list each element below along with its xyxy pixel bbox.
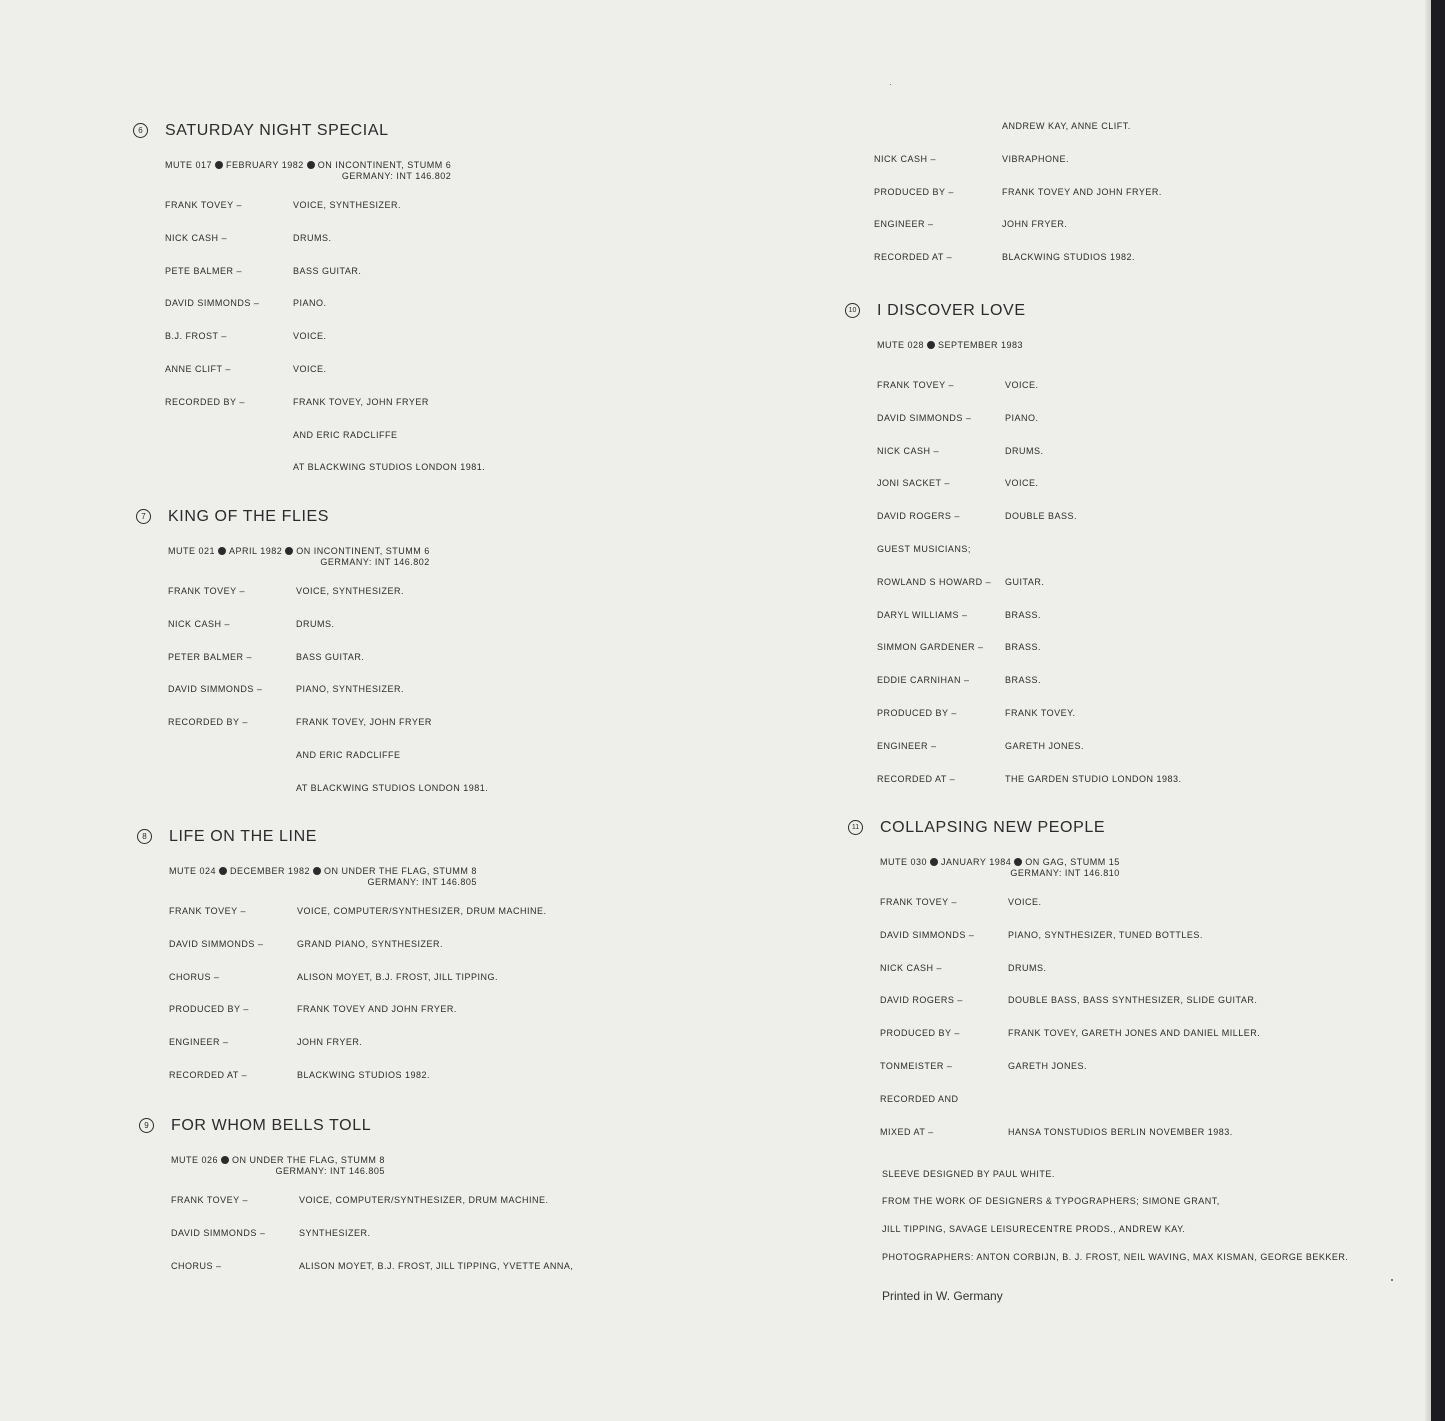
credit-role: ROWLAND S HOWARD –	[877, 576, 992, 587]
sleeve-credit-line: PHOTOGRAPHERS: ANTON CORBIJN, B. J. FROST, NEIL WAVING, MAX KISMAN, GEORGE BEKKER.	[882, 1252, 1349, 1262]
track-title: COLLAPSING NEW PEOPLE	[880, 819, 1106, 836]
credit-value: GRAND PIANO, SYNTHESIZER.	[297, 938, 444, 949]
credit-role: ENGINEER –	[877, 740, 937, 751]
catalog-item: ON GAG, STUMM 15	[1025, 857, 1120, 867]
credit-role: RECORDED BY –	[165, 396, 245, 407]
credit-value: ALISON MOYET, B.J. FROST, JILL TIPPING, YVETTE ANNA,	[299, 1260, 574, 1271]
credit-value: VOICE.	[1005, 380, 1039, 390]
page-edge	[1431, 0, 1445, 1421]
credit-value: BRASS.	[1005, 675, 1042, 686]
catalog-item: ON INCONTINENT, STUMM 6	[317, 160, 452, 170]
credit-role: ANNE CLIFT –	[165, 364, 231, 374]
credit-role: RECORDED BY –	[168, 717, 248, 728]
credit-value: AT BLACKWING STUDIOS LONDON 1981.	[296, 782, 489, 793]
credit-role: B.J. FROST –	[165, 331, 227, 342]
track-number-badge: 6	[133, 123, 148, 138]
credit-role: DAVID SIMMONDS –	[169, 938, 264, 949]
bullet-dot	[219, 867, 227, 875]
credit-value: VOICE, COMPUTER/SYNTHESIZER, DRUM MACHINE.	[297, 906, 547, 916]
printed-in-note: Printed in W. Germany	[882, 1289, 1003, 1303]
credit-value: GARETH JONES.	[1005, 740, 1085, 751]
credit-value: BRASS.	[1005, 609, 1042, 620]
credit-value: FRANK TOVEY.	[1005, 708, 1076, 718]
credit-role: SIMMON GARDENER –	[877, 642, 984, 653]
bullet-dot	[930, 858, 938, 866]
credit-role: RECORDED AT –	[877, 773, 956, 784]
credit-role: FRANK TOVEY –	[171, 1195, 249, 1205]
catalog-info	[880, 857, 1120, 879]
credit-role: FRANK TOVEY –	[165, 200, 243, 210]
track-title: FOR WHOM BELLS TOLL	[171, 1117, 372, 1134]
credit-role: PRODUCED BY –	[877, 708, 957, 718]
credit-role: DAVID ROGERS –	[877, 511, 960, 522]
track-number-badge: 11	[848, 820, 863, 835]
credit-value: BASS GUITAR.	[296, 651, 365, 662]
catalog-item: MUTE 028	[877, 340, 925, 350]
credit-value: DRUMS.	[296, 618, 335, 629]
credit-role: JONI SACKET –	[877, 478, 950, 489]
track-number-badge: 9	[139, 1118, 154, 1133]
bullet-dot	[307, 161, 315, 169]
credit-value: AT BLACKWING STUDIOS LONDON 1981.	[293, 462, 486, 473]
germany-catalog: GERMANY: INT 146.802	[320, 557, 430, 567]
credit-value: PIANO.	[293, 298, 327, 309]
track-title: I DISCOVER LOVE	[877, 302, 1026, 319]
bullet-dot	[313, 867, 321, 875]
credit-value: GUITAR.	[1005, 576, 1045, 587]
germany-catalog: GERMANY: INT 146.802	[341, 171, 452, 181]
credit-role: ENGINEER –	[874, 219, 934, 230]
credit-role: FRANK TOVEY –	[877, 380, 955, 390]
track-title: LIFE ON THE LINE	[169, 828, 318, 845]
credit-value: FRANK TOVEY AND JOHN FRYER.	[297, 1004, 457, 1015]
bullet-dot	[1014, 858, 1022, 866]
credit-value: AND ERIC RADCLIFFE	[293, 429, 398, 440]
credit-role: DAVID SIMMONDS –	[168, 684, 263, 695]
credit-value: VOICE, COMPUTER/SYNTHESIZER, DRUM MACHINE.	[299, 1195, 549, 1205]
credit-role: DAVID SIMMONDS –	[877, 412, 972, 423]
germany-catalog: GERMANY: INT 146.805	[275, 1166, 385, 1176]
credit-role: FRANK TOVEY –	[169, 906, 247, 916]
catalog-item: MUTE 024	[169, 866, 217, 876]
credit-value: FRANK TOVEY, GARETH JONES AND DANIEL MILLER.	[1008, 1028, 1261, 1039]
credit-value: VIBRAPHONE.	[1002, 153, 1070, 164]
credit-value: JOHN FRYER.	[297, 1037, 363, 1048]
credit-value: ALISON MOYET, B.J. FROST, JILL TIPPING.	[297, 971, 499, 982]
credit-value: DRUMS.	[1005, 445, 1044, 456]
credit-role: DAVID SIMMONDS –	[165, 298, 260, 309]
credit-role: TONMEISTER –	[880, 1061, 953, 1071]
catalog-item: ON INCONTINENT, STUMM 6	[296, 546, 430, 556]
catalog-item: JANUARY 1984	[941, 857, 1012, 867]
credit-role: GUEST MUSICIANS;	[877, 544, 971, 554]
credit-value: PIANO, SYNTHESIZER, TUNED BOTTLES.	[1008, 929, 1203, 940]
bullet-dot	[285, 547, 293, 555]
credit-role: PRODUCED BY –	[169, 1004, 249, 1015]
germany-catalog: GERMANY: INT 146.805	[367, 877, 477, 887]
catalog-item: ON UNDER THE FLAG, STUMM 8	[232, 1155, 385, 1165]
credit-value: FRANK TOVEY, JOHN FRYER	[293, 396, 429, 407]
credit-role: NICK CASH –	[165, 232, 228, 243]
catalog-info	[168, 546, 430, 568]
credit-role: DAVID SIMMONDS –	[171, 1227, 266, 1238]
catalog-item: FEBRUARY 1982	[226, 160, 304, 170]
credit-value: BASS GUITAR.	[293, 265, 362, 276]
track-number-badge: 8	[137, 829, 152, 844]
sleeve-credit-line: FROM THE WORK OF DESIGNERS & TYPOGRAPHERS; SIMONE GRANT,	[882, 1196, 1220, 1206]
credit-value: THE GARDEN STUDIO LONDON 1983.	[1005, 773, 1182, 784]
credit-role: RECORDED AT –	[874, 252, 953, 263]
catalog-info	[877, 340, 1023, 351]
track-title: SATURDAY NIGHT SPECIAL	[165, 122, 389, 139]
credit-role: RECORDED AT –	[169, 1070, 248, 1080]
track-number-badge: 10	[845, 303, 860, 318]
credit-role: PETER BALMER –	[168, 651, 253, 662]
bullet-dot	[215, 161, 223, 169]
credit-role: DAVID SIMMONDS –	[880, 929, 975, 940]
credit-value: FRANK TOVEY, JOHN FRYER	[296, 717, 432, 728]
credit-role: EDDIE CARNIHAN –	[877, 675, 970, 686]
credit-value: JOHN FRYER.	[1002, 219, 1068, 230]
credit-value: VOICE.	[1008, 897, 1042, 907]
credit-value: BRASS.	[1005, 642, 1042, 653]
credit-role: PETE BALMER –	[165, 265, 243, 276]
catalog-item: MUTE 026	[171, 1155, 219, 1165]
credit-value: DRUMS.	[1008, 962, 1047, 973]
credit-value: BLACKWING STUDIOS 1982.	[297, 1070, 431, 1080]
credit-value: BLACKWING STUDIOS 1982.	[1002, 252, 1136, 263]
bullet-dot	[221, 1156, 229, 1164]
catalog-item: SEPTEMBER 1983	[938, 340, 1024, 350]
catalog-item: DECEMBER 1982	[230, 866, 311, 876]
credit-value: DRUMS.	[293, 232, 332, 243]
credit-value: ANDREW KAY, ANNE CLIFT.	[1002, 121, 1131, 131]
sleeve-credit-line: JILL TIPPING, SAVAGE LEISURECENTRE PRODS., ANDREW KAY.	[882, 1224, 1186, 1234]
credit-role: PRODUCED BY –	[874, 186, 954, 197]
catalog-item: MUTE 030	[880, 857, 928, 867]
catalog-info	[171, 1155, 385, 1177]
credit-role: NICK CASH –	[168, 618, 231, 629]
credit-value: AND ERIC RADCLIFFE	[296, 750, 401, 760]
speck	[890, 84, 891, 85]
catalog-item: MUTE 021	[168, 546, 216, 556]
credit-role: RECORDED AND	[880, 1093, 959, 1104]
credit-role: ENGINEER –	[169, 1037, 229, 1048]
credit-value: VOICE, SYNTHESIZER.	[293, 200, 402, 210]
germany-catalog: GERMANY: INT 146.810	[1010, 868, 1120, 878]
catalog-item: ON UNDER THE FLAG, STUMM 8	[324, 866, 477, 876]
credit-role: DARYL WILLIAMS –	[877, 609, 968, 620]
credit-value: VOICE.	[293, 364, 327, 374]
catalog-item: MUTE 017	[165, 160, 213, 170]
credit-role: NICK CASH –	[880, 962, 943, 973]
credit-role: PRODUCED BY –	[880, 1028, 960, 1039]
credit-value: PIANO, SYNTHESIZER.	[296, 684, 405, 695]
credit-role: NICK CASH –	[877, 445, 940, 456]
track-number-badge: 7	[136, 509, 151, 524]
credit-value: HANSA TONSTUDIOS BERLIN NOVEMBER 1983.	[1008, 1126, 1233, 1137]
credit-value: PIANO.	[1005, 412, 1039, 423]
catalog-info	[169, 866, 477, 888]
speck	[1391, 1279, 1393, 1281]
track-title: KING OF THE FLIES	[168, 508, 330, 525]
credit-value: DOUBLE BASS.	[1005, 511, 1078, 522]
credit-value: DOUBLE BASS, BASS SYNTHESIZER, SLIDE GUITAR.	[1008, 995, 1258, 1006]
catalog-item: APRIL 1982	[229, 546, 283, 556]
bullet-dot	[927, 341, 935, 349]
credit-role: NICK CASH –	[874, 153, 937, 164]
credit-value: GARETH JONES.	[1008, 1061, 1088, 1071]
credit-role: FRANK TOVEY –	[880, 897, 958, 907]
sleeve-credit-line: SLEEVE DESIGNED BY PAUL WHITE.	[882, 1169, 1055, 1179]
credit-value: VOICE.	[1005, 478, 1039, 489]
credit-role: CHORUS –	[169, 971, 220, 982]
catalog-info	[165, 160, 451, 182]
credit-value: FRANK TOVEY AND JOHN FRYER.	[1002, 186, 1162, 197]
credit-value: VOICE, SYNTHESIZER.	[296, 586, 405, 596]
credit-value: SYNTHESIZER.	[299, 1227, 371, 1238]
bullet-dot	[218, 547, 226, 555]
credit-role: MIXED AT –	[880, 1126, 934, 1137]
credit-role: CHORUS –	[171, 1260, 222, 1271]
credit-value: VOICE.	[293, 331, 327, 342]
credit-role: FRANK TOVEY –	[168, 586, 246, 596]
credit-role: DAVID ROGERS –	[880, 995, 963, 1006]
